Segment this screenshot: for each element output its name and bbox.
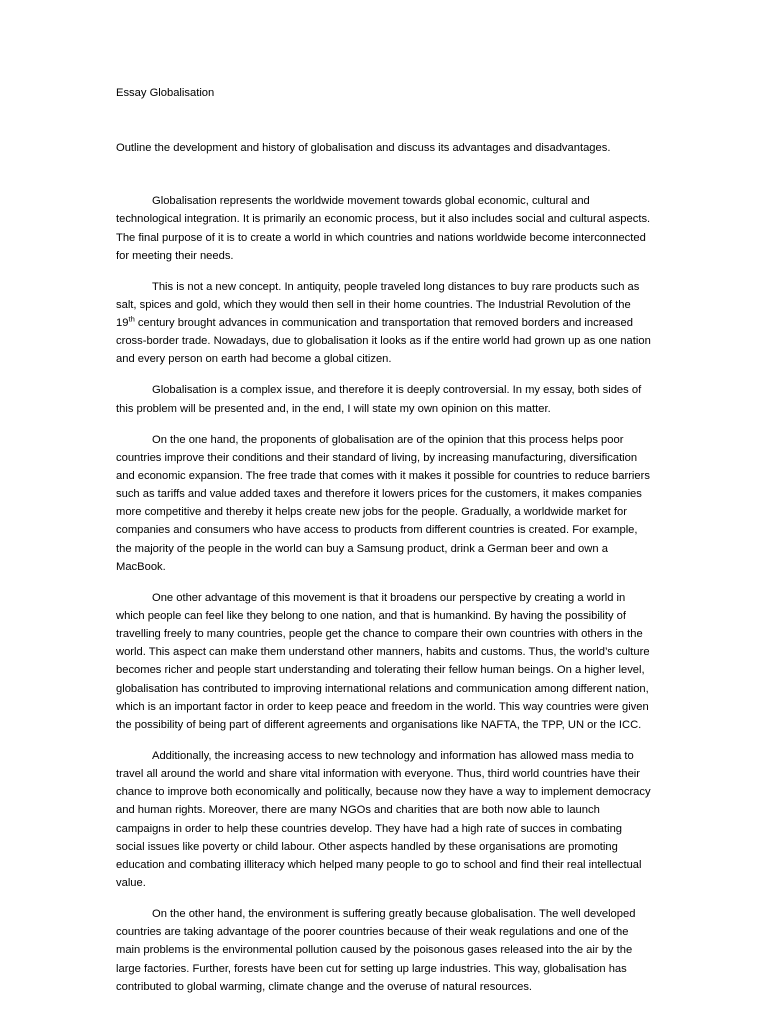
paragraph-6: Additionally, the increasing access to new technology and information has allowed mass media to travel all around the world and share vital information with everyone. Thus, third world countries have their chance to improve both economically and politically, because now they have a way to implement democracy and human rights. Moreover, there are many NGOs and charities that are both now able to launch campaigns in order to help these countries develop. They have had a high rate of succes in combating social issues like poverty or child labour. Other aspects handled by these organisations are promoting education and combating illiteracy which helped many people to go to school and find their real intellectual value. bbox=[116, 750, 651, 889]
spacer bbox=[116, 265, 652, 278]
essay-prompt: Outline the development and history of globalisation and discuss its advantages and disadvantages. bbox=[116, 142, 611, 155]
spacer bbox=[116, 418, 652, 431]
spacer bbox=[116, 734, 652, 747]
spacer bbox=[116, 156, 652, 192]
paragraph-3: Globalisation is a complex issue, and therefore it is deeply controversial. In my essay, both sides of this problem will be presented and, in the end, I will state my own opinion on this matter. bbox=[116, 384, 642, 415]
spacer bbox=[116, 368, 652, 381]
document-title: Essay Globalisation bbox=[116, 87, 215, 99]
spacer bbox=[116, 892, 652, 905]
paragraph-2-part-a: This is not a new concept. In antiquity, people traveled long distances to buy rare products such as salt, spices and gold, which they would then sell in their home countries. The Industrial Revolution of the 19 bbox=[116, 280, 640, 330]
paragraph-1: Globalisation represents the worldwide movement towards global economic, cultural and technological integration. It is primarily an economic process, but it also includes social and cultural aspects. The final purpose of it is to create a world in which countries and nations worldwide become interconnected for meeting their needs. bbox=[116, 195, 651, 262]
paragraph-2-part-b: century brought advances in communication and transportation that removed borders and increased cross-border trade. Nowadays, due to globalisation it looks as if the entire world had grown up as one nation and every person on earth had become a global citizen. bbox=[116, 317, 651, 366]
paragraph-7: On the other hand, the environment is suffering greatly because globalisation. The well developed countries are taking advantage of the poorer countries because of their weak regulations and one of the main problems is the environmental pollution caused by the poisonous gases released into the air by the large factories. Further, forests have been cut for setting up large industries. This way, globalisation has contributed to global warming, climate change and the overuse of natural resources. bbox=[116, 908, 636, 993]
ordinal-suffix: th bbox=[128, 314, 135, 324]
spacer bbox=[116, 576, 652, 589]
paragraph-2 bbox=[116, 278, 652, 369]
paragraph-5: One other advantage of this movement is that it broadens our perspective by creating a world in which people can feel like they belong to one nation, and that is humankind. By having the possibility of travelling freely to many countries, people get the chance to compare their own countries with others in the world. This aspect can make them understand other manners, habits and customs. Thus, the world’s culture becomes richer and people start understanding and tolerating their fellow human beings. On a higher level, globalisation has contributed to improving international relations and communication among different nation, which is an important factor in order to keep peace and freedom in the world. This way countries were given the possibility of being part of different agreements and organisations like NAFTA, the TPP, UN or the ICC. bbox=[116, 591, 650, 731]
essay-body bbox=[116, 192, 652, 996]
paragraph-4: On the one hand, the proponents of globalisation are of the opinion that this process helps poor countries improve their conditions and their standard of living, by increasing manufacturing, diversification and economic expansion. The free trade that comes with it makes it possible for countries to reduce barriers such as tariffs and value added taxes and therefore it lowers prices for the customers, it makes companies more competitive and thereby it helps create new jobs for the people. Gradually, a worldwide market for companies and consumers who have access to products from different countries is created. For example, the majority of the people in the world can buy a Samsung product, drink a German beer and own a MacBook. bbox=[116, 433, 650, 573]
